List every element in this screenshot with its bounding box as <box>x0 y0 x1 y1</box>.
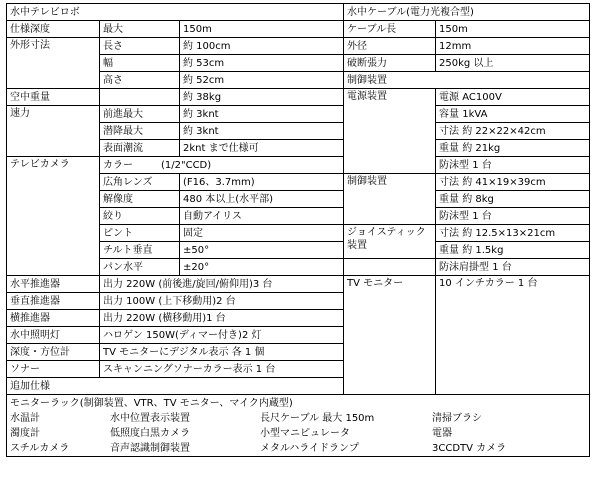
robot-title: 水中テレビロボ <box>7 4 344 21</box>
speed-sub: 潜降最大 <box>100 123 180 140</box>
power-spec: 容量 1kVA <box>436 106 590 123</box>
sonar-value: スキャンニングソナーカラー表示 1 台 <box>100 361 344 378</box>
extra-item: メタルハライドランプ <box>260 443 359 454</box>
diameter-label: 外径 <box>344 38 436 55</box>
camera-value: 自動アイリス <box>180 208 344 225</box>
table-row <box>7 89 590 106</box>
h-thruster-value: 出力 220W (前後進/旋回/俯仰用)3 台 <box>100 276 344 293</box>
table-row <box>7 21 590 38</box>
light-value: ハロゲン 150W(ディマー付き)2 灯 <box>100 327 344 344</box>
table-row <box>7 276 590 293</box>
l-thruster-label: 横推進器 <box>7 310 100 327</box>
camera-sub: ピント <box>100 225 180 242</box>
power-spec: 電源 AC100V <box>436 89 590 106</box>
speed-value: 約 3knt <box>180 123 344 140</box>
camera-value: ±20° <box>180 259 344 276</box>
camera-sub: 絞り <box>100 208 180 225</box>
depth-meter-value: TV モニターにデジタル表示 各 1 個 <box>100 344 344 361</box>
controller-spec: 防沫型 1 台 <box>436 208 590 225</box>
controller-label: 制御装置 <box>344 174 436 225</box>
extra-item: 長尺ケーブル 最大 150m <box>260 413 375 424</box>
cable-title: 水中ケーブル(電力光複合型) <box>344 4 590 21</box>
joystick-spec: 寸法 約 12.5×13×21cm <box>436 225 590 242</box>
empty-cell <box>100 89 180 106</box>
camera-sub: カラー <box>103 159 133 171</box>
size-label: 外形寸法 <box>7 38 100 89</box>
v-thruster-value: 出力 100W (上下移動用)2 台 <box>100 293 344 310</box>
joystick-label: ジョイスティック装置 <box>344 225 436 259</box>
camera-label: テレビカメラ <box>7 157 100 276</box>
size-sub: 高さ <box>100 72 180 89</box>
size-value: 約 100cm <box>180 38 344 55</box>
size-sub: 幅 <box>100 55 180 72</box>
v-thruster-label: 垂直推進器 <box>7 293 100 310</box>
controller-spec: 重量 約 8kg <box>436 191 590 208</box>
extra-item: 3CCDTV カメラ <box>432 443 507 454</box>
camera-sub: チルト垂直 <box>100 242 180 259</box>
strength-label: 破断張力 <box>344 55 436 72</box>
extra-item: 水中位置表示装置 <box>110 413 190 424</box>
size-value: 約 53cm <box>180 55 344 72</box>
power-spec: 重量 約 21kg <box>436 140 590 157</box>
camera-sub: 解像度 <box>100 191 180 208</box>
spec-sheet <box>6 3 589 491</box>
power-spec: 防沫型 1 台 <box>436 157 590 174</box>
joystick-spec: 重量 約 1.5kg <box>436 242 590 259</box>
extras-grid <box>10 411 589 456</box>
sonar-label: ソナー <box>7 361 100 378</box>
tv-monitor-label: TV モニター <box>344 276 436 395</box>
camera-value: ±50° <box>180 242 344 259</box>
depth-sub: 最大 <box>100 21 180 38</box>
cable-length-label: ケーブル長 <box>344 21 436 38</box>
extra-item: 水温計 <box>10 413 40 424</box>
extra-item: 電器 <box>432 428 452 439</box>
camera-line <box>100 157 344 174</box>
table-row <box>7 157 590 174</box>
extra-item: 濁度計 <box>10 428 40 439</box>
table-row <box>7 106 590 123</box>
speed-sub: 表面潮流 <box>100 140 180 157</box>
extras-row <box>7 395 590 457</box>
extra-item: 音声認識制御装置 <box>110 443 190 454</box>
control-title: 制御装置 <box>344 72 590 89</box>
camera-value: (F16、3.7mm) <box>180 174 344 191</box>
controller-spec: 寸法 約 41×19×39cm <box>436 174 590 191</box>
joystick-spec: 防沫肩掛型 1 台 <box>436 259 590 276</box>
size-sub: 長さ <box>100 38 180 55</box>
speed-value: 2knt まで仕様可 <box>180 140 344 157</box>
extras-title: 追加仕様 <box>7 378 344 395</box>
camera-value: (1/2"CCD) <box>161 159 212 171</box>
size-value: 約 52cm <box>180 72 344 89</box>
depth-value: 150m <box>180 21 344 38</box>
extra-item: 小型マニピュレータ <box>260 428 350 439</box>
speed-value: 約 3knt <box>180 106 344 123</box>
rack-note: モニターラック(制御装置、VTR、TV モニター、マイク内蔵型) <box>10 398 293 409</box>
speed-sub: 前進最大 <box>100 106 180 123</box>
l-thruster-value: 出力 220W (横移動用)1 台 <box>100 310 344 327</box>
weight-label: 空中重量 <box>7 89 100 106</box>
tv-monitor-value: 10 インチカラー 1 台 <box>436 276 590 395</box>
cable-length-value: 150m <box>436 21 590 38</box>
spec-table <box>6 3 590 457</box>
camera-sub: 広角レンズ <box>100 174 180 191</box>
camera-sub: パン水平 <box>100 259 180 276</box>
power-spec: 寸法 約 22×22×42cm <box>436 123 590 140</box>
table-row <box>7 38 590 55</box>
power-label: 電源装置 <box>344 89 436 174</box>
extra-item: スチルカメラ <box>10 443 70 454</box>
extras-section <box>7 395 590 457</box>
camera-value: 480 本以上(水平部) <box>180 191 344 208</box>
h-thruster-label: 水平推進器 <box>7 276 100 293</box>
section-title-row <box>7 4 590 21</box>
light-label: 水中照明灯 <box>7 327 100 344</box>
strength-value: 250kg 以上 <box>436 55 590 72</box>
speed-label: 速力 <box>7 106 100 157</box>
weight-value: 約 38kg <box>180 89 344 106</box>
depth-meter-label: 深度・方位計 <box>7 344 100 361</box>
extra-item: 清掃ブラシ <box>432 413 482 424</box>
diameter-value: 12mm <box>436 38 590 55</box>
depth-label: 仕様深度 <box>7 21 100 38</box>
extra-item: 低照度白黒カメラ <box>110 428 190 439</box>
empty-cell <box>344 259 436 276</box>
camera-value: 固定 <box>180 225 344 242</box>
